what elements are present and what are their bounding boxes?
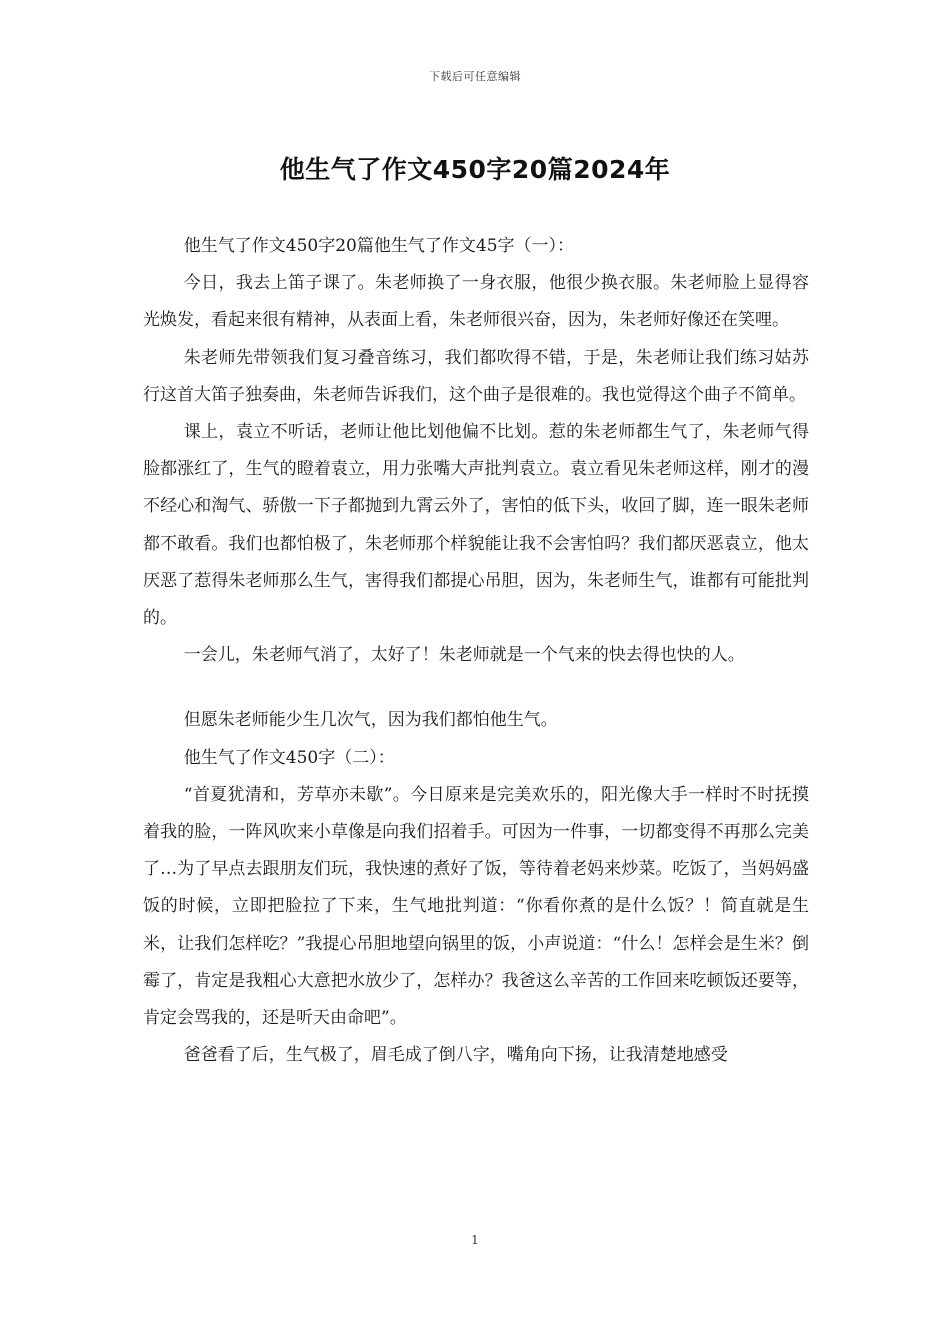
paragraph: 朱老师先带领我们复习叠音练习，我们都吹得不错，于是，朱老师让我们练习姑苏行这首大笛子独奏曲，朱老师告诉我们，这个曲子是很难的。我也觉得这个曲子不简单。 — [143, 347, 809, 405]
document-body — [143, 228, 809, 1074]
page-number: 1 — [471, 1233, 479, 1247]
paragraph: 他生气了作文450字（二）： — [183, 747, 395, 768]
paragraph: 一会儿，朱老师气消了，太好了！朱老师就是一个气来的快去得也快的人。 — [183, 645, 745, 666]
paragraph: “首夏犹清和，芳草亦未歇”。今日原来是完美欢乐的，阳光像大手一样时不时抚摸着我的脸，一阵风吹来小草像是向我们招着手。可因为一件事，一切都变得不再那么完美了…为了早点去跟朋友们玩，我快速的煮好了饭，等待着老妈来炒菜。吃饭了，当妈妈盛饭的时候，立即把脸拉了下来，生气地批判道：“你看你煮的是什么饭？！简直就是生米，让我们怎样吃？”我提心吊胆地望向锅里的饭，小声说道：“什么！怎样会是生米？倒霉了，肯定是我粗心大意把水放少了，怎样办？我爸这么辛苦的工作回来吃顿饭还要等，肯定会骂我的，还是听天由命吧”。 — [143, 784, 809, 1029]
paragraph: 今日，我去上笛子课了。朱老师换了一身衣服，他很少换衣服。朱老师脸上显得容光焕发，看起来很有精神，从表面上看，朱老师很兴奋，因为，朱老师好像还在笑哩。 — [143, 273, 809, 331]
document-title: 他生气了作文450字20篇2024年 — [279, 155, 671, 184]
paragraph: 课上，袁立不听话，老师让他比划他偏不比划。惹的朱老师都生气了，朱老师气得脸都涨红了，生气的瞪着袁立，用力张嘴大声批判袁立。袁立看见朱老师这样，刚才的漫不经心和淘气、骄傲一下子都抛到九霄云外了，害怕的低下头，收回了脚，连一眼朱老师都不敢看。我们也都怕极了，朱老师那个样貌能让我不会害怕吗？我们都厌恶袁立，他太厌恶了惹得朱老师那么生气，害得我们都提心吊胆，因为，朱老师生气，谁都有可能批判的。 — [143, 422, 809, 629]
header-note: 下载后可任意编辑 — [429, 70, 521, 83]
paragraph: 但愿朱老师能少生几次气，因为我们都怕他生气。 — [183, 710, 558, 731]
paragraph: 他生气了作文450字20篇他生气了作文45字（一）： — [183, 236, 575, 256]
paragraph: 爸爸看了后，生气极了，眉毛成了倒八字，嘴角向下扬，让我清楚地感受 — [183, 1045, 728, 1066]
